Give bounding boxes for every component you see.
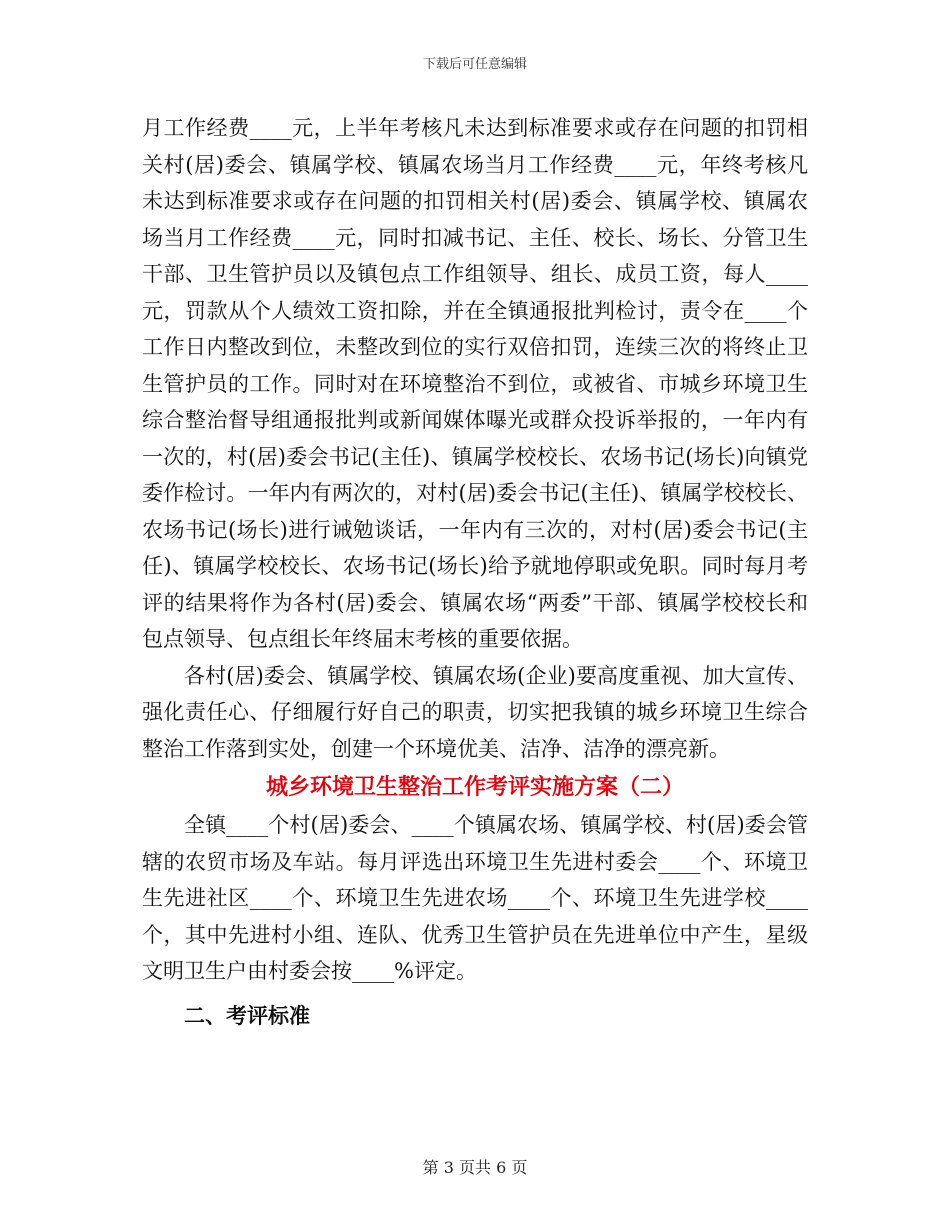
section-title: 城乡环境卫生整治工作考评实施方案（二） xyxy=(265,775,684,800)
body-paragraph-penalties: 月工作经费____元，上半年考核凡未达到标准要求或存在问题的扣罚相关村(居)委会、镇属学校、镇属农场当月工作经费____元，年终考核凡未达到标准要求或存在问题的扣罚相关村(居)委会、镇属学校、镇属农场当月工作经费____元，同时扣减书记、主任、校长、场长、分管卫生干部、卫生管护员以及镇包点工作组领导、组长、成员工资，每人____元，罚款从个人绩效工资扣除，并在全镇通报批判检讨，责令在____个工作日内整改到位，未整改到位的实行双倍扣罚，连续三次的将终止卫生管护员的工作。同时对在环境整治不到位，或被省、市城乡环境卫生综合整治督导组通报批判或新闻媒体曝光或群众投诉举报的，一年内有一次的，村(居)委会书记(主任)、镇属学校校长、农场书记(场长)向镇党委作检讨。一年内有两次的，对村(居)委会书记(主任)、镇属学校校长、农场书记(场长)进行诫勉谈话，一年内有三次的，对村(居)委会书记(主任)、镇属学校校长、农场书记(场长)给予就地停职或免职。同时每月考评的结果将作为各村(居)委会、镇属农场“两委”干部、镇属学校校长和包点领导、包点组长年终届末考核的重要依据。 xyxy=(142,116,808,651)
document-body xyxy=(142,110,808,1034)
sub-heading-evaluation-standards: 二、考评标准 xyxy=(184,1003,310,1028)
body-paragraph-scope: 全镇____个村(居)委会、____个镇属农场、镇属学校、村(居)委会管辖的农贸市场及车站。每月评选出环境卫生先进村委会____个、环境卫生先进社区____个、环境卫生先进农场____个、环境卫生先进学校____个，其中先进村小组、连队、优秀卫生管护员在先进单位中产生，星级文明卫生户由村委会按____%评定。 xyxy=(142,813,808,983)
body-paragraph-requirements: 各村(居)委会、镇属学校、镇属农场(企业)要高度重视、加大宣传、强化责任心、仔细履行好自己的职责，切实把我镇的城乡环境卫生综合整治工作落到实处，创建一个环境优美、洁净、洁净的漂亮新。 xyxy=(142,663,808,761)
page-number-footer: 第 3 页共 6 页 xyxy=(422,1158,528,1177)
header-download-note: 下载后可任意编辑 xyxy=(422,57,527,72)
